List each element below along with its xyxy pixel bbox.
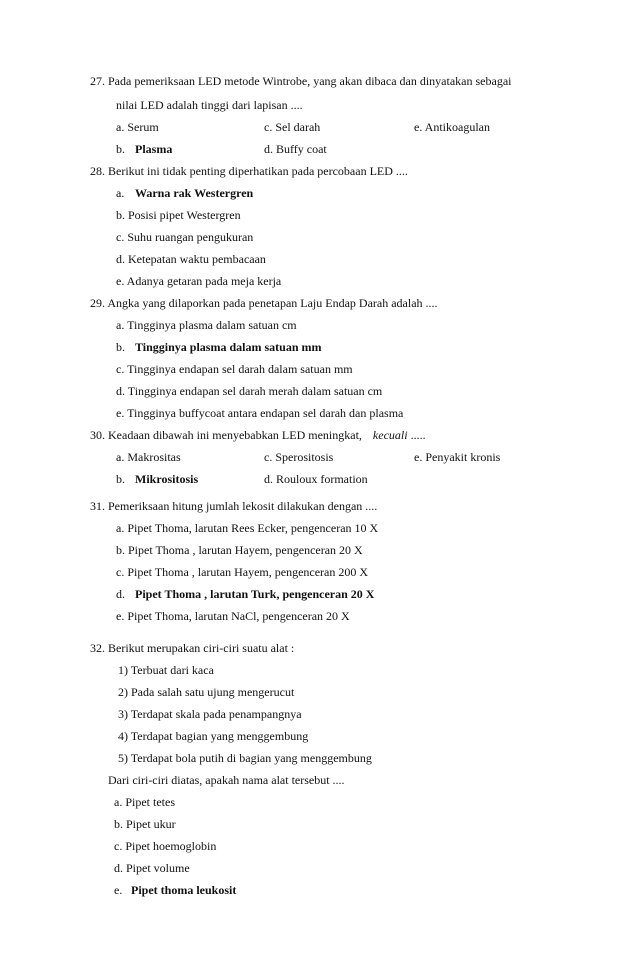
q32-option-e-letter: e. — [114, 883, 123, 897]
q28-option-a-letter: a. — [116, 186, 125, 200]
q27-stem-line2: nilai LED adalah tinggi dari lapisan .... — [116, 98, 303, 112]
q28-option-e: e. Adanya getaran pada meja kerja — [116, 274, 282, 288]
q32-feature-5: 5) Terdapat bola putih di bagian yang menggembung — [118, 751, 372, 765]
q31-option-e: e. Pipet Thoma, larutan NaCl, pengenceran 20 X — [116, 609, 350, 623]
q30-stem — [90, 428, 426, 442]
q29-option-a: a. Tingginya plasma dalam satuan cm — [116, 318, 297, 332]
q28-option-b: b. Posisi pipet Westergren — [116, 208, 241, 222]
q30-option-e: e. Penyakit kronis — [414, 450, 501, 464]
q30-option-b-letter: b. — [116, 472, 125, 486]
q30-option-b-answer: Mikrositosis — [135, 472, 199, 486]
q32-option-b: b. Pipet ukur — [114, 817, 176, 831]
q29-option-c: c. Tingginya endapan sel darah dalam satuan mm — [116, 362, 353, 376]
q27-option-b-letter: b. — [116, 142, 125, 156]
q30-stem-text: 30. Keadaan dibawah ini menyebabkan LED meningkat, — [90, 428, 362, 442]
q32-option-a: a. Pipet tetes — [114, 795, 175, 809]
q30-stem-kecuali: kecuali — [372, 428, 408, 442]
q29-option-b-letter: b. — [116, 340, 125, 354]
q32-feature-1: 1) Terbuat dari kaca — [118, 663, 214, 677]
q31-option-d-letter: d. — [116, 587, 125, 601]
q32-option-c: c. Pipet hoemoglobin — [114, 839, 217, 853]
q28-stem: 28. Berikut ini tidak penting diperhatikan pada percobaan LED .... — [90, 164, 408, 178]
q30-option-d: d. Rouloux formation — [264, 472, 368, 486]
q29-option-b-answer: Tingginya plasma dalam satuan mm — [135, 340, 322, 354]
q31-option-b: b. Pipet Thoma , larutan Hayem, pengenceran 20 X — [116, 543, 363, 557]
q32-option-d: d. Pipet volume — [114, 861, 190, 875]
q27-option-c: c. Sel darah — [264, 120, 321, 134]
q29-option-e: e. Tingginya buffycoat antara endapan sel darah dan plasma — [116, 406, 404, 420]
q32-option-e-answer: Pipet thoma leukosit — [131, 883, 237, 897]
q27-option-b-answer: Plasma — [135, 142, 173, 156]
q27-option-a: a. Serum — [116, 120, 159, 134]
q29-option-d: d. Tingginya endapan sel darah merah dalam satuan cm — [116, 384, 383, 398]
q28-option-a-answer: Warna rak Westergren — [135, 186, 254, 200]
q29-stem: 29. Angka yang dilaporkan pada penetapan Laju Endap Darah adalah .... — [90, 296, 438, 310]
q32-feature-2: 2) Pada salah satu ujung mengerucut — [118, 685, 295, 699]
q31-option-a: a. Pipet Thoma, larutan Rees Ecker, pengenceran 10 X — [116, 521, 379, 535]
q27-option-e: e. Antikoagulan — [414, 120, 490, 134]
q27-option-d: d. Buffy coat — [264, 142, 327, 156]
q32-feature-3: 3) Terdapat skala pada penampangnya — [118, 707, 302, 721]
q28-option-c: c. Suhu ruangan pengukuran — [116, 230, 254, 244]
q31-stem: 31. Pemeriksaan hitung jumlah lekosit dilakukan dengan .... — [90, 499, 378, 513]
q27-stem-line1: 27. Pada pemeriksaan LED metode Wintrobe, yang akan dibaca dan dinyatakan sebagai — [90, 74, 512, 88]
q31-option-c: c. Pipet Thoma , larutan Hayem, pengenceran 200 X — [116, 565, 369, 579]
q31-option-d-answer: Pipet Thoma , larutan Turk, pengenceran 20 X — [135, 587, 375, 601]
q30-stem-end: ..... — [410, 428, 426, 442]
q30-option-c: c. Sperositosis — [264, 450, 334, 464]
q30-option-a: a. Makrositas — [116, 450, 181, 464]
q28-option-d: d. Ketepatan waktu pembacaan — [116, 252, 266, 266]
q32-feature-4: 4) Terdapat bagian yang menggembung — [118, 729, 309, 743]
q32-stem: 32. Berikut merupakan ciri-ciri suatu alat : — [90, 641, 295, 655]
q32-question: Dari ciri-ciri diatas, apakah nama alat tersebut .... — [108, 773, 345, 787]
